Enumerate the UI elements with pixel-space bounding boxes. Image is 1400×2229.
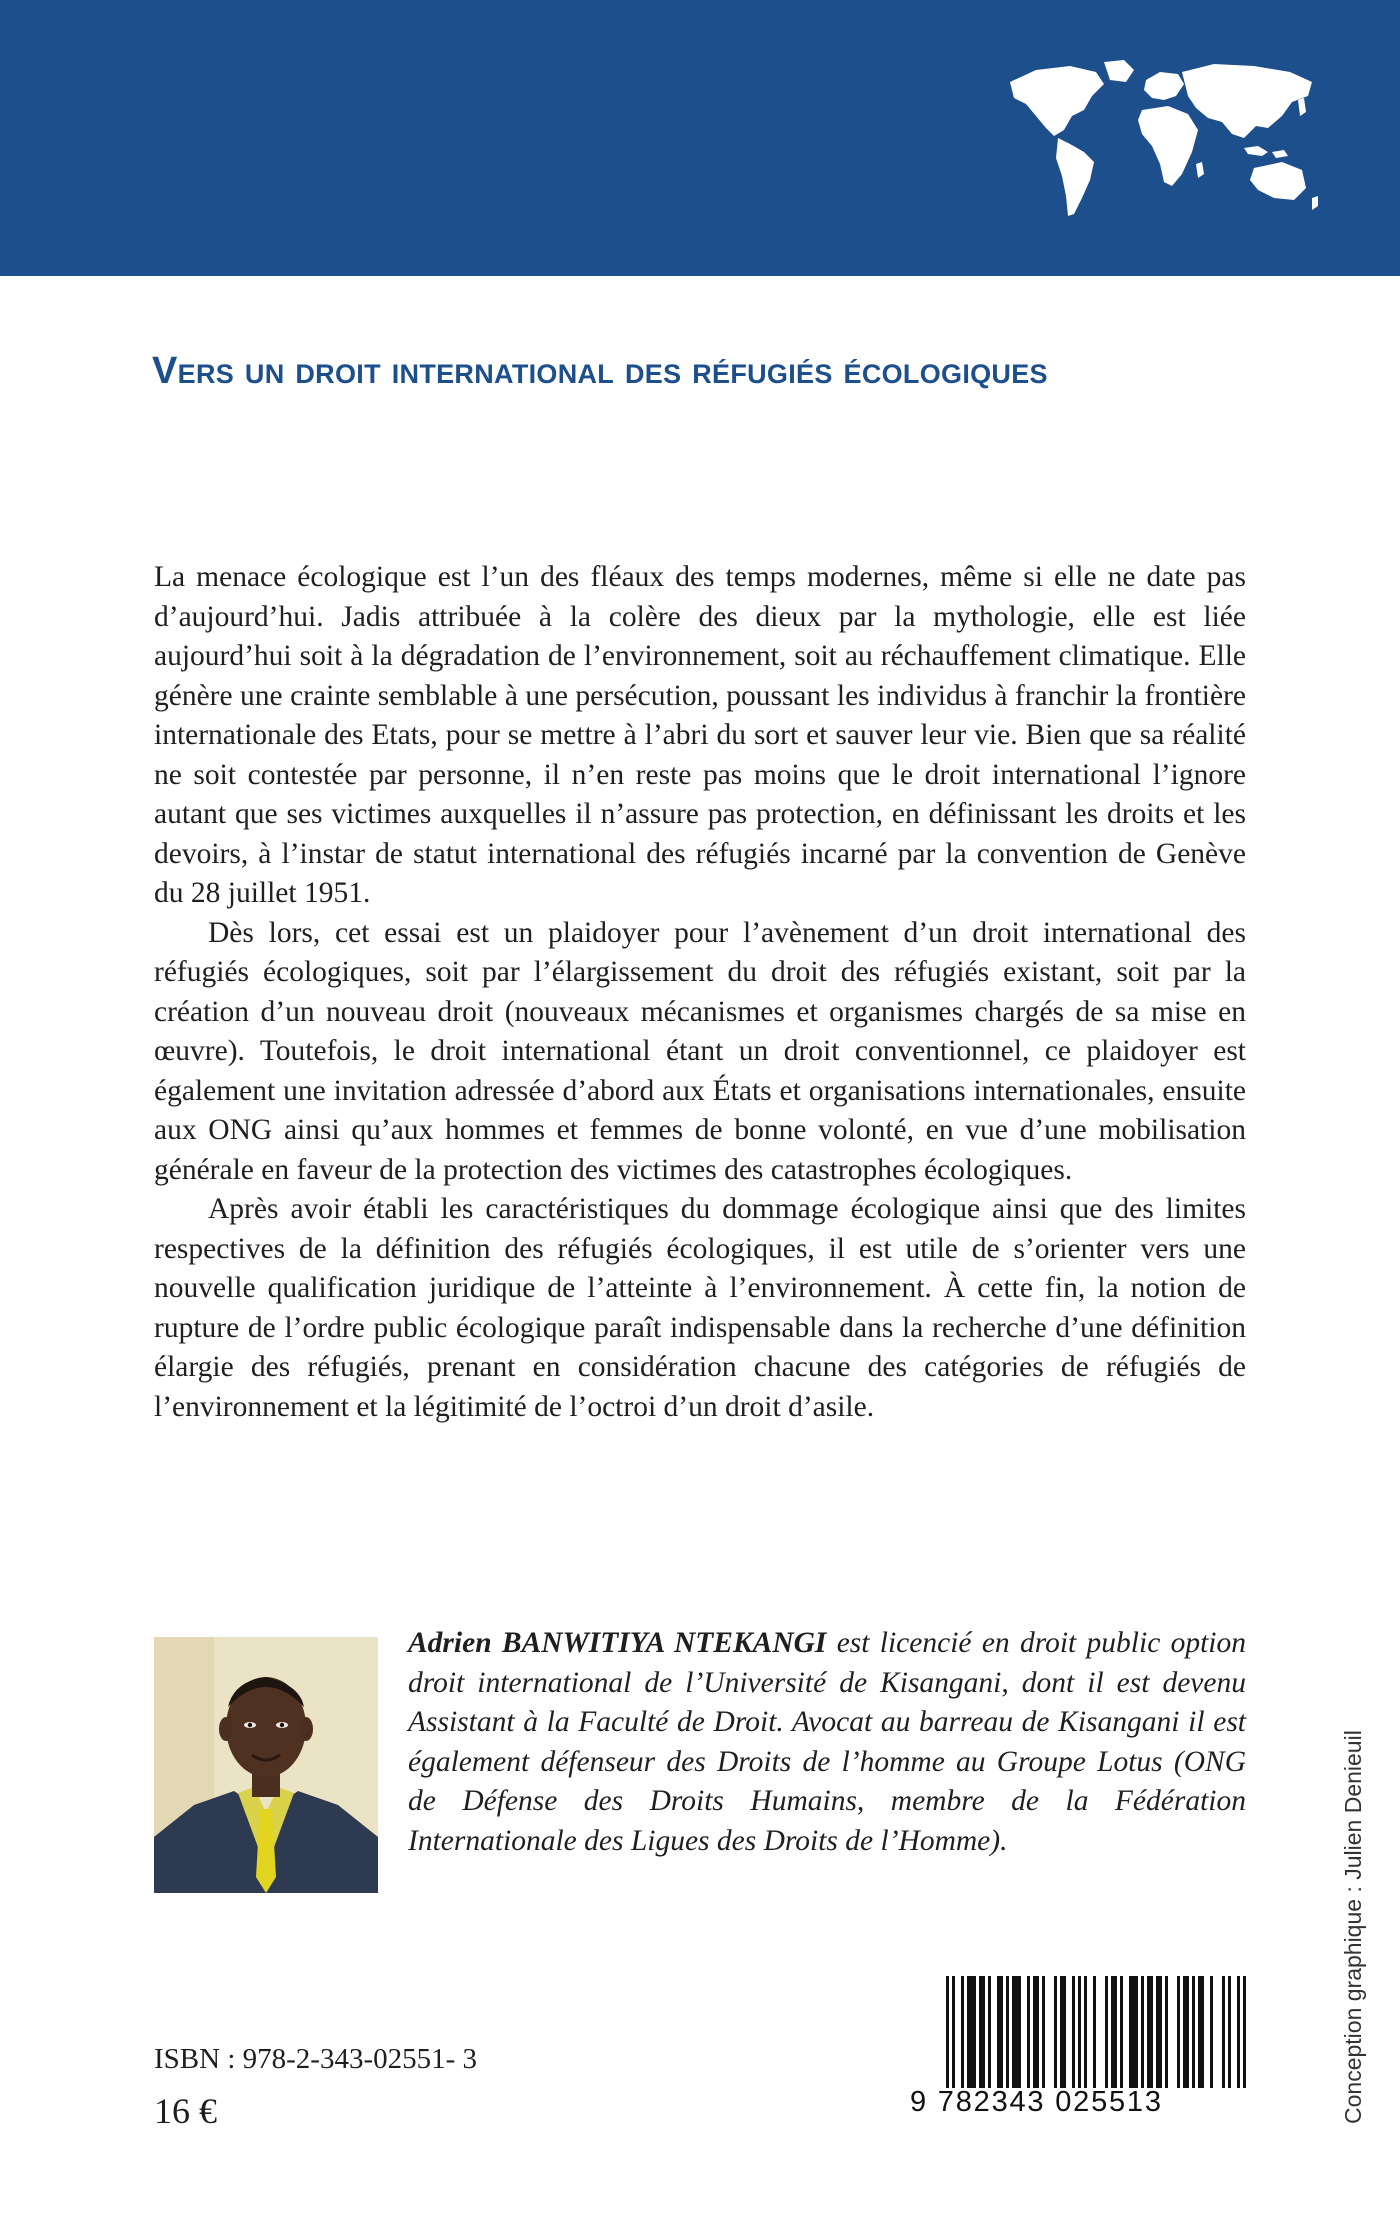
graphic-design-credit: Conception graphique : Julien Denieuil <box>1340 1730 1366 2124</box>
barcode-bar <box>961 1976 964 2088</box>
barcode-bar <box>1228 1976 1231 2088</box>
author-name: Adrien BANWITIYA NTEKANGI <box>408 1627 827 1659</box>
book-title: Vers un droit international des réfugiés écologiques <box>152 350 1048 392</box>
barcode-bar <box>988 1976 991 2088</box>
barcode-bar <box>1147 1976 1153 2088</box>
author-bio-text: est licencié en droit public option droit international de l’Université de Kisangani, dont il est devenu Assistant à la Faculté de Droit. Avocat au barreau de Kisangani il est également défenseur des Droits de l’homme au Groupe Lotus (ONG de Défense des Droits Humains, membre de la Fédération Internationale des Ligues des Droits de l’Homme). <box>408 1627 1246 1857</box>
cover-top-band <box>0 0 1400 276</box>
barcode-bar <box>1129 1976 1138 2088</box>
barcode-bar <box>967 1976 976 2088</box>
summary-paragraph-2: Dès lors, cet essai est un plaidoyer pour l’avènement d’un droit international des réfugiés écologiques, soit par l’élargissement du droit des réfugiés existant, soit par la création d’un nouveau droit (nouveaux mécanismes et organismes chargés de sa mise en œuvre). Toutefois, le droit international étant un droit conventionnel, ce plaidoyer est également une invitation adressée d’abord aux États et organisations internationales, ensuite aux ONG ainsi qu’aux hommes et femmes de bonne volonté, en vue d’une mobilisation générale en faveur de la protection des victimes des catastrophes écologiques. <box>154 916 1246 1186</box>
barcode-bar <box>997 1976 1003 2088</box>
author-photo <box>154 1637 378 1893</box>
price: 16 € <box>154 2091 217 2131</box>
world-map-icon <box>992 56 1324 226</box>
author-biography <box>408 1624 1246 1861</box>
summary-paragraph-1: La menace écologique est l’un des fléaux des temps modernes, même si elle ne date pas d’aujourd’hui. Jadis attribuée à la colère des dieux par la mythologie, elle est liée aujourd’hui soit à la dégradation de l’environnement, soit au réchauffement climatique. Elle génère une crainte semblable à une persécution, poussant les individus à franchir la frontière internationale des Etats, pour se mettre à l’abri du sort et sauver leur vie. Bien que sa réalité ne soit contestée par personne, il n’en reste pas moins que le droit international l’ignore autant que ses victimes auxquelles il n’assure pas protection, en définissant les droits et les devoirs, à l’instar de statut international des réfugiés incarné par la convention de Genève du 28 juillet 1951. <box>154 561 1246 909</box>
barcode-bar <box>979 1976 985 2088</box>
barcode <box>910 1976 1250 2126</box>
barcode-bar <box>1093 1976 1096 2088</box>
barcode-bar <box>1198 1976 1204 2088</box>
barcode-bar <box>1006 1976 1009 2088</box>
barcode-bar <box>1060 1976 1066 2088</box>
barcode-bar <box>1111 1976 1117 2088</box>
barcode-bar <box>1084 1976 1087 2088</box>
barcode-bar <box>1072 1976 1075 2088</box>
back-cover-summary <box>154 558 1246 1427</box>
barcode-bar <box>1105 1976 1108 2088</box>
barcode-bar <box>1210 1976 1213 2088</box>
barcode-bar <box>952 1976 955 2088</box>
isbn: ISBN : 978-2-343-02551- 3 <box>154 2043 478 2075</box>
barcode-bar <box>1237 1976 1240 2088</box>
barcode-bar <box>1222 1976 1225 2088</box>
barcode-bar <box>1033 1976 1039 2088</box>
barcode-bar <box>1054 1976 1057 2088</box>
barcode-bar <box>1027 1976 1030 2088</box>
barcode-bar <box>1165 1976 1168 2088</box>
barcode-bar <box>1183 1976 1189 2088</box>
barcode-bar <box>1192 1976 1195 2088</box>
barcode-bar <box>1120 1976 1123 2088</box>
barcode-bars <box>946 1976 1246 2088</box>
barcode-bar <box>1042 1976 1045 2088</box>
summary-paragraph-3: Après avoir établi les caractéristiques du dommage écologique ainsi que des limites respectives de la définition des réfugiés écologiques, il est utile de s’orienter vers une nouvelle qualification juridique de l’atteinte à l’environnement. À cette fin, la notion de rupture de l’ordre public écologique paraît indispensable dans la recherche d’une définition élargie des réfugiés, prenant en considération chacune des catégories de réfugiés de l’environnement et la légitimité de l’octroi d’un droit d’asile. <box>154 1193 1246 1423</box>
barcode-bar <box>1243 1976 1246 2088</box>
barcode-bar <box>1012 1976 1021 2088</box>
barcode-bar <box>1078 1976 1081 2088</box>
barcode-bar <box>946 1976 949 2088</box>
barcode-bar <box>1156 1976 1162 2088</box>
barcode-bar <box>1177 1976 1180 2088</box>
barcode-bar <box>1141 1976 1144 2088</box>
barcode-digits: 9 782343 025513 <box>910 2086 1163 2118</box>
